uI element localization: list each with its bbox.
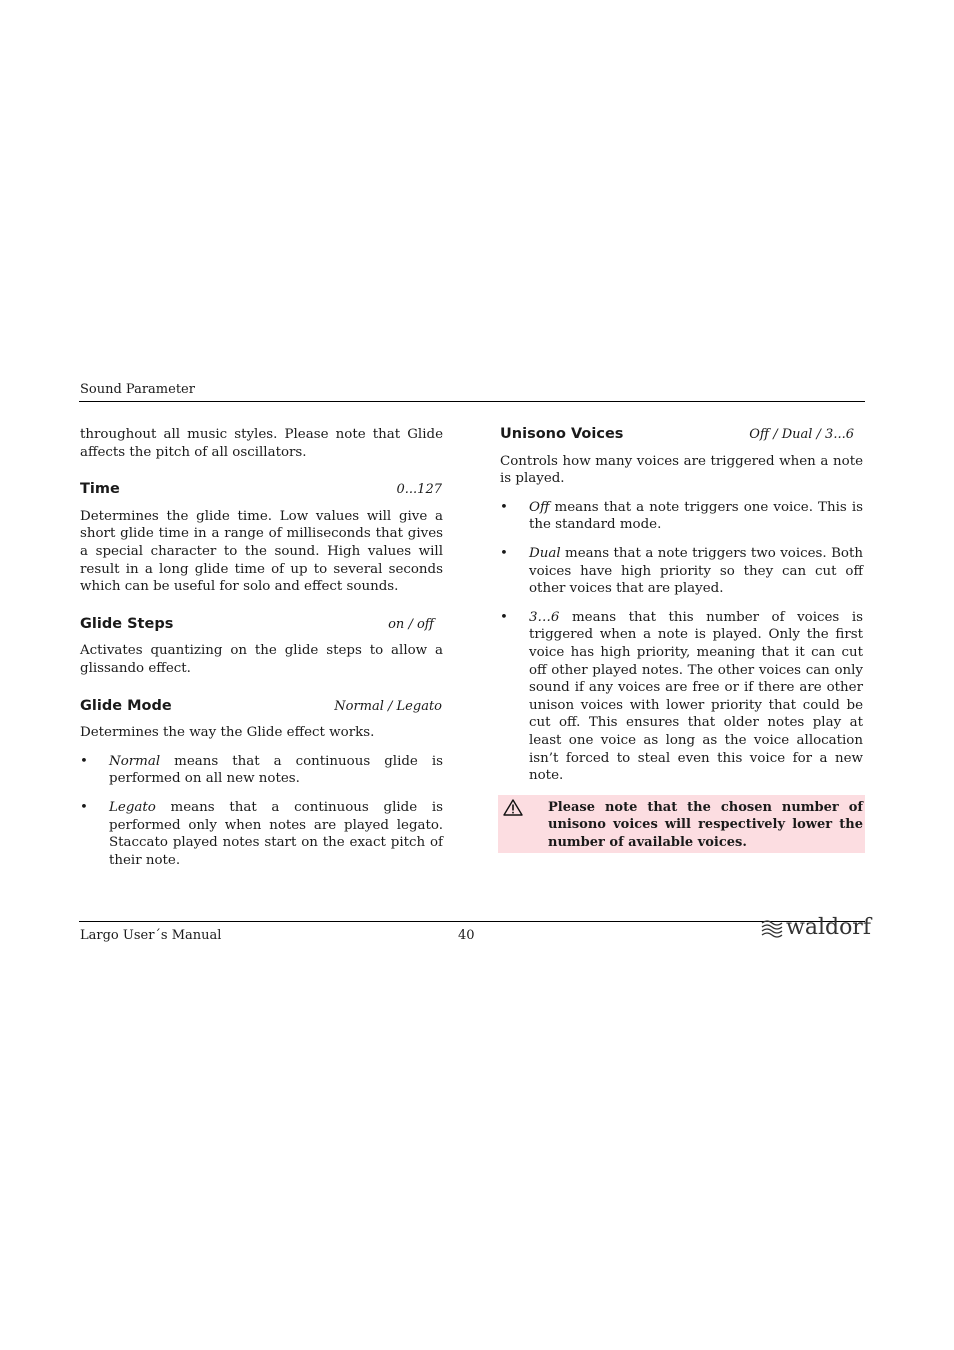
- bullet-text: means that a note triggers two voices. Both voices have high priority so they can cut off other voices that are played.: [529, 545, 863, 597]
- list-item: [80, 799, 443, 869]
- param-description: Determines the way the Glide effect works.: [80, 725, 375, 741]
- param-range: Normal / Legato: [334, 698, 442, 714]
- right-column: [500, 426, 863, 853]
- param-name: Glide Steps: [80, 615, 174, 632]
- footer-manual-title: Largo User´s Manual: [80, 928, 222, 943]
- list-item: [500, 609, 863, 785]
- bullet-marker: •: [80, 753, 88, 769]
- warning-note: [498, 795, 865, 854]
- bullet-marker: •: [500, 499, 508, 515]
- bullet-marker: •: [500, 609, 508, 625]
- warning-note-text: Please note that the chosen number of unisono voices will respectively lower the number of available voices.: [548, 799, 863, 850]
- running-header: Sound Parameter: [80, 382, 195, 397]
- bullet-marker: •: [500, 545, 508, 561]
- param-description: Activates quantizing on the glide steps to allow a glissando effect.: [80, 643, 443, 676]
- param-heading-time: [80, 481, 443, 499]
- bullet-term: Legato: [109, 799, 156, 815]
- param-range: on / off: [388, 616, 434, 632]
- logo-wordmark: waldorf: [786, 915, 871, 941]
- bullet-text: means that a continuous glide is performed on all new notes.: [109, 753, 443, 787]
- param-heading-glide-mode: [80, 698, 443, 716]
- param-heading-unisono-voices: [500, 426, 863, 444]
- param-name: Time: [80, 481, 120, 498]
- param-name: Unisono Voices: [500, 426, 624, 442]
- param-description: Determines the glide time. Low values will give a short glide time in a range of milliseconds that gives a special character to the sound. High values will result in a long glide time of up to several seconds which can be useful for solo and effect sounds.: [80, 508, 443, 595]
- list-item: [80, 753, 443, 788]
- param-range: Off / Dual / 3...6: [749, 427, 854, 442]
- bullet-text: means that a continuous glide is performed only when notes are played legato. Staccato played notes start on the exact pitch of their note.: [109, 799, 443, 868]
- bullet-term: Dual: [529, 545, 561, 561]
- bullet-term: 3…6: [529, 609, 560, 625]
- page-number: 40: [458, 928, 475, 943]
- list-item: [500, 545, 863, 598]
- bullet-text: means that a note triggers one voice. This is the standard mode.: [529, 499, 863, 533]
- param-heading-glide-steps: [80, 616, 443, 634]
- bullet-text: means that this number of voices is triggered when a note is played. Only the first voice has high priority, meaning that it can cut off other played notes. The other voices can only sound if any voices are free or if there are other unison voices with lower priority that could be cut off. This ensures that older notes play at least one voice as long as the voice allocation isn’t forced to steal even this voice for a new note.: [529, 609, 863, 784]
- intro-paragraph: throughout all music styles. Please note that Glide affects the pitch of all oscillators.: [80, 427, 443, 460]
- param-range: 0...127: [396, 482, 442, 498]
- bullet-marker: •: [80, 799, 88, 815]
- list-item: [500, 499, 863, 534]
- param-description: Controls how many voices are triggered when a note is played.: [500, 453, 863, 487]
- waldorf-wave-logo-icon: [760, 918, 784, 938]
- bullet-term: Off: [529, 499, 550, 515]
- header-rule: [79, 401, 865, 402]
- param-name: Glide Mode: [80, 697, 172, 714]
- footer-rule: [79, 921, 865, 922]
- brand-logo: [760, 915, 871, 941]
- bullet-term: Normal: [109, 753, 161, 769]
- left-column: [80, 426, 443, 869]
- warning-triangle-icon: [500, 799, 548, 852]
